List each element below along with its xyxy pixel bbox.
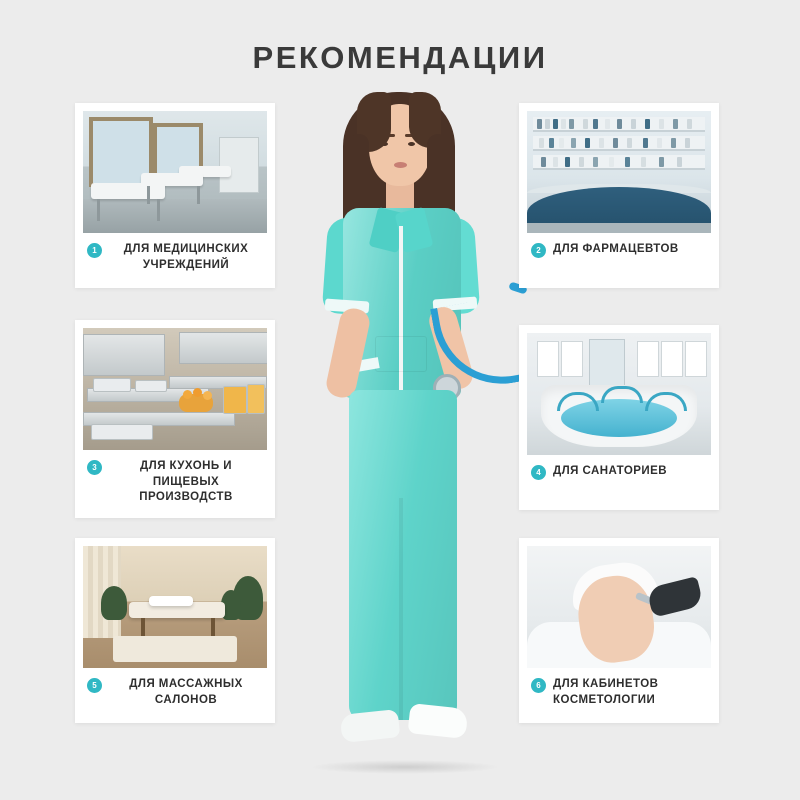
card-label: ДЛЯ МЕДИЦИНСКИХ УЧРЕЖДЕНИЙ — [123, 243, 249, 271]
card-number-badge: 1 — [87, 243, 102, 258]
pharmacy-counter-photo — [527, 111, 711, 233]
recommendation-card-5[interactable] — [75, 538, 275, 723]
shoe-left — [340, 709, 401, 743]
recommendation-card-1[interactable] — [75, 103, 275, 288]
recommendation-card-3[interactable] — [75, 320, 275, 518]
card-label: ДЛЯ МАССАЖНЫХ САЛОНОВ — [129, 678, 243, 706]
card-caption — [83, 668, 267, 715]
card-number-badge: 3 — [87, 460, 102, 475]
shoe-right — [408, 703, 469, 739]
commercial-kitchen-photo — [83, 328, 267, 450]
card-caption — [527, 668, 711, 715]
recommendation-card-4[interactable] — [519, 325, 719, 510]
card-caption — [83, 450, 267, 510]
trousers-shading — [349, 390, 457, 720]
card-label: ДЛЯ ФАРМАЦЕВТОВ — [553, 243, 679, 255]
floor-shadow — [310, 760, 500, 774]
card-label: ДЛЯ КАБИНЕТОВ КОСМЕТОЛОГИИ — [553, 678, 659, 706]
page-title: РЕКОМЕНДАЦИИ — [252, 40, 548, 75]
lips — [394, 162, 407, 168]
card-caption — [83, 233, 267, 280]
massage-room-photo — [83, 546, 267, 668]
recommendation-card-6[interactable] — [519, 538, 719, 723]
card-number-badge: 5 — [87, 678, 102, 693]
eye-right — [408, 142, 415, 146]
zipper — [399, 226, 403, 398]
card-number-badge: 2 — [531, 243, 546, 258]
hydrotherapy-bath-photo — [527, 333, 711, 455]
hospital-ward-photo — [83, 111, 267, 233]
card-caption — [527, 455, 711, 502]
card-caption — [527, 233, 711, 280]
tunic-pocket — [375, 336, 427, 372]
card-label: ДЛЯ САНАТОРИЕВ — [553, 465, 667, 477]
card-number-badge: 6 — [531, 678, 546, 693]
recommendation-card-2[interactable] — [519, 103, 719, 288]
cosmetology-treatment-photo — [527, 546, 711, 668]
model-figure — [287, 78, 517, 778]
card-label: ДЛЯ КУХОНЬ И ПИЩЕВЫХ ПРОИЗВОДСТВ — [139, 460, 233, 504]
card-number-badge: 4 — [531, 465, 546, 480]
trousers-center-seam — [399, 498, 403, 720]
